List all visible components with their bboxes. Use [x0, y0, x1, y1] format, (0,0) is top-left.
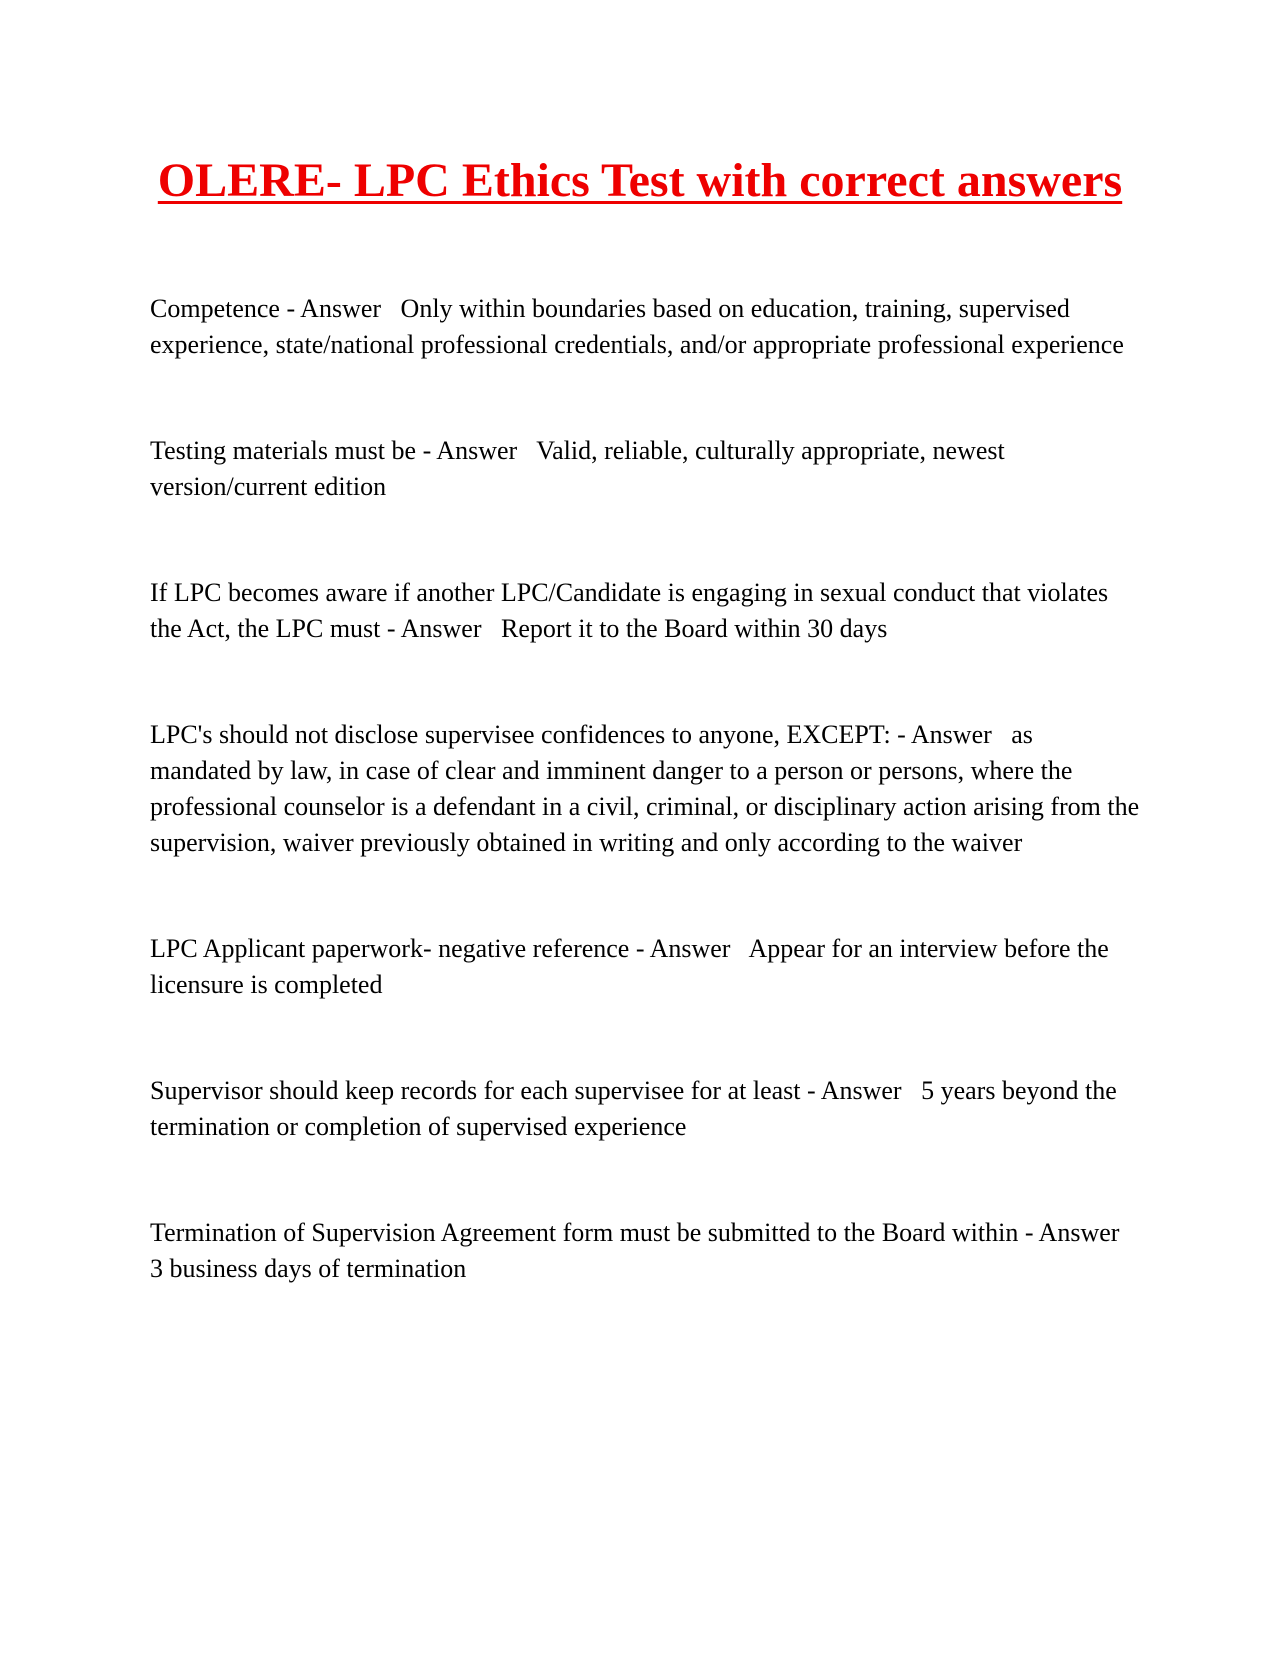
- answer-text: as mandated by law, in case of clear and imminent danger to a person or persons, where the professional counselor is a defendant in a civil, criminal, or disciplinary action arising from the supervision, waiver previously obtained in writing and only according to the waiver: [150, 720, 1146, 857]
- answer-separator: - Answer: [890, 720, 1012, 749]
- answer-separator: - Answer: [380, 614, 501, 643]
- question-text: LPC's should not disclose supervisee confidences to anyone, EXCEPT:: [150, 720, 891, 749]
- answer-text: 3 business days of termination: [150, 1254, 467, 1283]
- answer-separator: - Answer: [416, 436, 537, 465]
- answer-text: Report it to the Board within 30 days: [500, 614, 888, 643]
- qa-entry: [150, 291, 1140, 363]
- question-text: LPC Applicant paperwork- negative reference: [150, 934, 630, 963]
- qa-entry: [150, 931, 1140, 1003]
- qa-entry: [150, 1073, 1140, 1145]
- qa-entry: [150, 1215, 1140, 1287]
- answer-separator: - Answer: [629, 934, 749, 963]
- question-text: Termination of Supervision Agreement form must be submitted to the Board within: [150, 1218, 1019, 1247]
- answer-separator: - Answer: [279, 294, 401, 323]
- qa-entry: [150, 575, 1140, 647]
- answer-text: Only within boundaries based on education, training, supervised experience, state/national professional credentials, and/or appropriate professional experience: [150, 294, 1124, 359]
- answer-text: Appear for an interview before the licensure is completed: [150, 934, 1116, 999]
- document-title: OLERE- LPC Ethics Test with correct answers: [157, 154, 1123, 207]
- question-text: Competence: [150, 294, 280, 323]
- question-text: Supervisor should keep records for each supervisee for at least: [150, 1076, 801, 1105]
- question-text: Testing materials must be: [150, 436, 417, 465]
- answer-separator: - Answer: [800, 1076, 922, 1105]
- answer-separator: - Answer: [1018, 1218, 1139, 1247]
- qa-entry: [150, 433, 1140, 505]
- qa-list: [150, 291, 1146, 1357]
- answer-text: Valid, reliable, culturally appropriate, newest version/current edition: [150, 436, 1012, 501]
- answer-text: 5 years beyond the termination or completion of supervised experience: [150, 1076, 1124, 1141]
- qa-entry: [150, 717, 1146, 861]
- question-text: If LPC becomes aware if another LPC/Candidate is engaging in sexual conduct that violates the Act, the LPC must: [150, 578, 1115, 643]
